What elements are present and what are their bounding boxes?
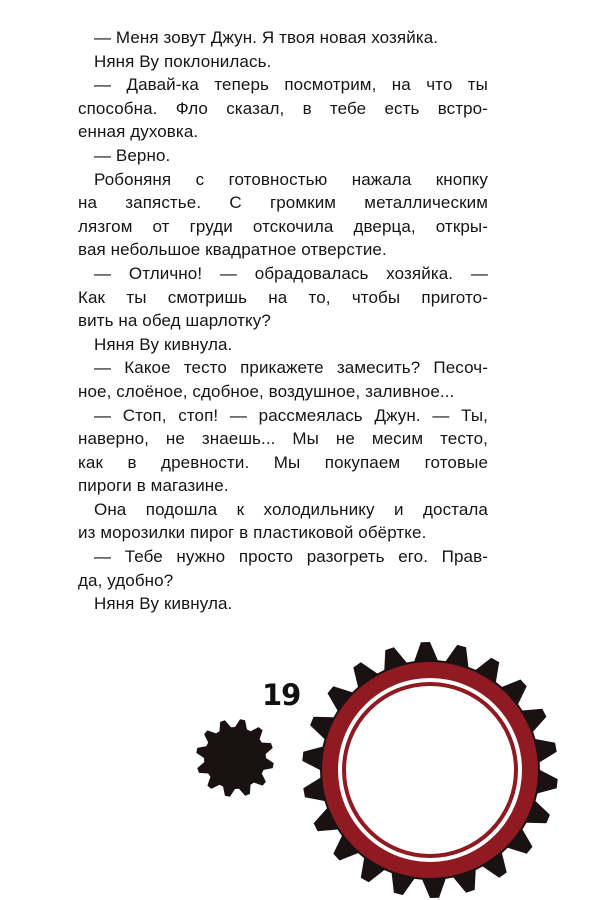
- text-line: — Верно.: [94, 145, 171, 165]
- text-line: — Стоп, стоп! — рассмеялась Джун. — Ты,: [94, 405, 488, 425]
- text-line: на запястье. С громким металлическим: [78, 193, 488, 213]
- text-line: вая небольшое квадратное отверстие.: [78, 240, 387, 260]
- text-line: способна. Фло сказал, в тебе есть встро-: [78, 98, 488, 118]
- text-line: лязгом от груди отскочила дверца, откры-: [78, 216, 488, 236]
- text-line: вить на обед шарлотку?: [78, 311, 271, 331]
- text-line: наверно, не знаешь... Мы не месим тесто,: [78, 429, 488, 449]
- text-line: — Меня зовут Джун. Я твоя новая хозяйка.: [94, 28, 439, 47]
- text-line: ное, слоёное, сдобное, воздушное, заливное...: [78, 381, 455, 401]
- text-line: да, удобно?: [78, 570, 174, 590]
- text-line: — Тебе нужно просто разогреть его. Прав-: [94, 547, 488, 567]
- large-gear-icon: [300, 640, 560, 900]
- text-line: Она подошла к холодильнику и достала: [94, 499, 488, 519]
- text-line: енная духовка.: [78, 122, 199, 142]
- small-gear-icon: [195, 718, 275, 798]
- text-line: Как ты смотришь на то, чтобы пригото-: [78, 287, 488, 307]
- text-line: Няня Ву кивнула.: [94, 334, 233, 354]
- text-line: — Какое тесто прикажете замесить? Песоч-: [94, 358, 488, 378]
- text-line: Няня Ву поклонилась.: [94, 51, 272, 71]
- text-line: пироги в магазине.: [78, 476, 229, 496]
- text-line: — Отлично! — обрадовалась хозяйка. —: [94, 263, 488, 283]
- text-line: Робоняня с готовностью нажала кнопку: [94, 169, 488, 189]
- page-number: 19: [262, 678, 301, 712]
- page-text: [78, 26, 488, 616]
- text-line: из морозилки пирог в пластиковой обёртке.: [78, 523, 427, 543]
- text-line: Няня Ву кивнула.: [94, 594, 233, 614]
- text-line: — Давай-ка теперь посмотрим, на что ты: [94, 75, 488, 95]
- text-line: как в древности. Мы покупаем готовые: [78, 452, 488, 472]
